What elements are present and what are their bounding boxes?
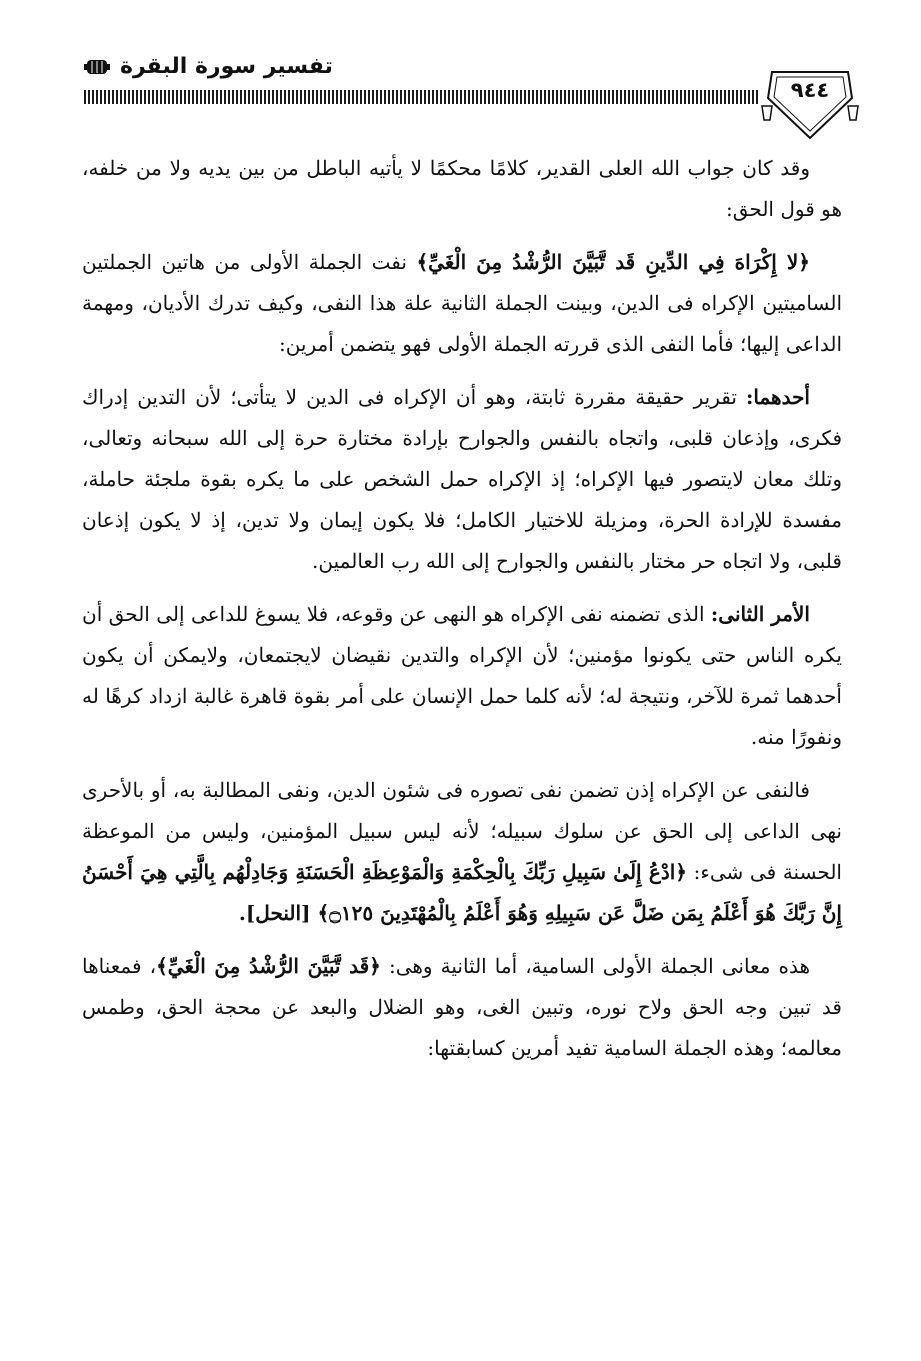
paragraph-text: نفت الجملة الأولى من هاتين الجملتين الساميتين الإكراه فى الدين، وبينت الجملة الثانية علة هذا النفى، وكيف تدرك الأديان، ومهمة الداعى إليها؛ فأما النفى الذى قررته الجملة الأولى فهو يتضمن أمرين: xyxy=(82,250,843,356)
page-number-frame xyxy=(760,62,860,142)
header-rule xyxy=(84,90,760,104)
paragraph-text: وقد كان جواب الله العلى القدير، كلامًا محكمًا لا يأتيه الباطل من بين يديه ولا من خلفه، هو قول الحق: xyxy=(82,156,842,221)
body-text xyxy=(82,148,842,1081)
paragraph xyxy=(82,148,842,230)
term-heading: الأمر الثانى: xyxy=(710,602,810,626)
page-header xyxy=(0,0,921,140)
paragraph xyxy=(82,377,842,582)
quran-verse: ﴿لا إِكْرَاهَ فِي الدِّينِ قَد تَّبَيَّنَ الرُّشْدُ مِنَ الْغَيِّ﴾ xyxy=(416,250,810,274)
paragraph-text: فالنفى عن الإكراه إذن تضمن نفى تصوره فى شئون الدين، ونفى المطالبة به، أو بالأحرى نهى الداعى إلى الحق عن سلوك سبيله؛ لأنه ليس سبيل المؤمنين، وليس من الموعظة الحسنة فى شىء: xyxy=(82,778,842,884)
page-number-ornament-icon xyxy=(760,62,860,142)
paragraph-text: هذه معانى الجملة الأولى السامية، أما الثانية وهى: xyxy=(380,954,810,978)
paragraph xyxy=(82,770,842,934)
flower-ornament-icon xyxy=(84,57,110,77)
term-heading: أحدهما: xyxy=(745,385,810,409)
quran-verse: ﴿قَد تَّبَيَّنَ الرُّشْدُ مِنَ الْغَيِّ﴾ xyxy=(156,954,381,978)
quran-verse: ﴿ادْعُ إِلَىٰ سَبِيلِ رَبِّكَ بِالْحِكْمَةِ وَالْمَوْعِظَةِ الْحَسَنَةِ وَجَادِلْهُم بِالَّتِي هِيَ أَحْسَنُ إِنَّ رَبَّكَ هُوَ أَعْلَمُ بِمَن ضَلَّ عَن سَبِيلِهِ وَهُوَ أَعْلَمُ بِالْمُهْتَدِينَ ۝١٢٥﴾ xyxy=(82,860,842,925)
paragraph xyxy=(82,594,842,758)
paragraph-text: ، فمعناها قد تبين وجه الحق ولاح نوره، وتبين الغى، وهو الضلال والبعد عن محجة الحق، وطمس معالمه؛ وهذه الجملة السامية تفيد أمرين كسابقتها: xyxy=(82,954,842,1060)
surah-reference: [النحل]. xyxy=(238,901,318,925)
page-number: ٩٤٤ xyxy=(790,78,830,102)
running-title xyxy=(84,54,354,79)
paragraph-text: تقرير حقيقة مقررة ثابتة، وهو أن الإكراه فى الدين لا يتأتى؛ لأن التدين إدراك فكرى، وإذعان قلبى، واتجاه بالنفس والجوارح بإرادة مختارة حرة إلى الله سبحانه وتعالى، وتلك معان لايتصور فيها الإكراه؛ إذ الإكراه حمل الشخص على ما يكره بقوة ملجئة حاملة، مفسدة للإرادة الحرة، ومزيلة للاختيار الكامل؛ فلا يكون إيمان ولا تدين، إذ لا يكون إذعان قلبى، ولا اتجاه حر مختار بالنفس والجوارح إلى الله رب العالمين. xyxy=(82,385,842,573)
paragraph xyxy=(82,946,842,1069)
paragraph xyxy=(82,242,842,365)
running-title-text: تفسير سورة البقرة xyxy=(120,54,333,79)
paragraph-text: الذى تضمنه نفى الإكراه هو النهى عن وقوعه، فلا يسوغ للداعى إلى الحق أن يكره الناس حتى يكونوا مؤمنين؛ لأن الإكراه والتدين نقيضان لايجتمعان، ولايمكن أن يكون أحدهما ثمرة للآخر، ونتيجة له؛ لأنه كلما حمل الإنسان على أمر بقوة قاهرة غالبة ازداد كرهًا له ونفورًا منه. xyxy=(82,602,842,749)
